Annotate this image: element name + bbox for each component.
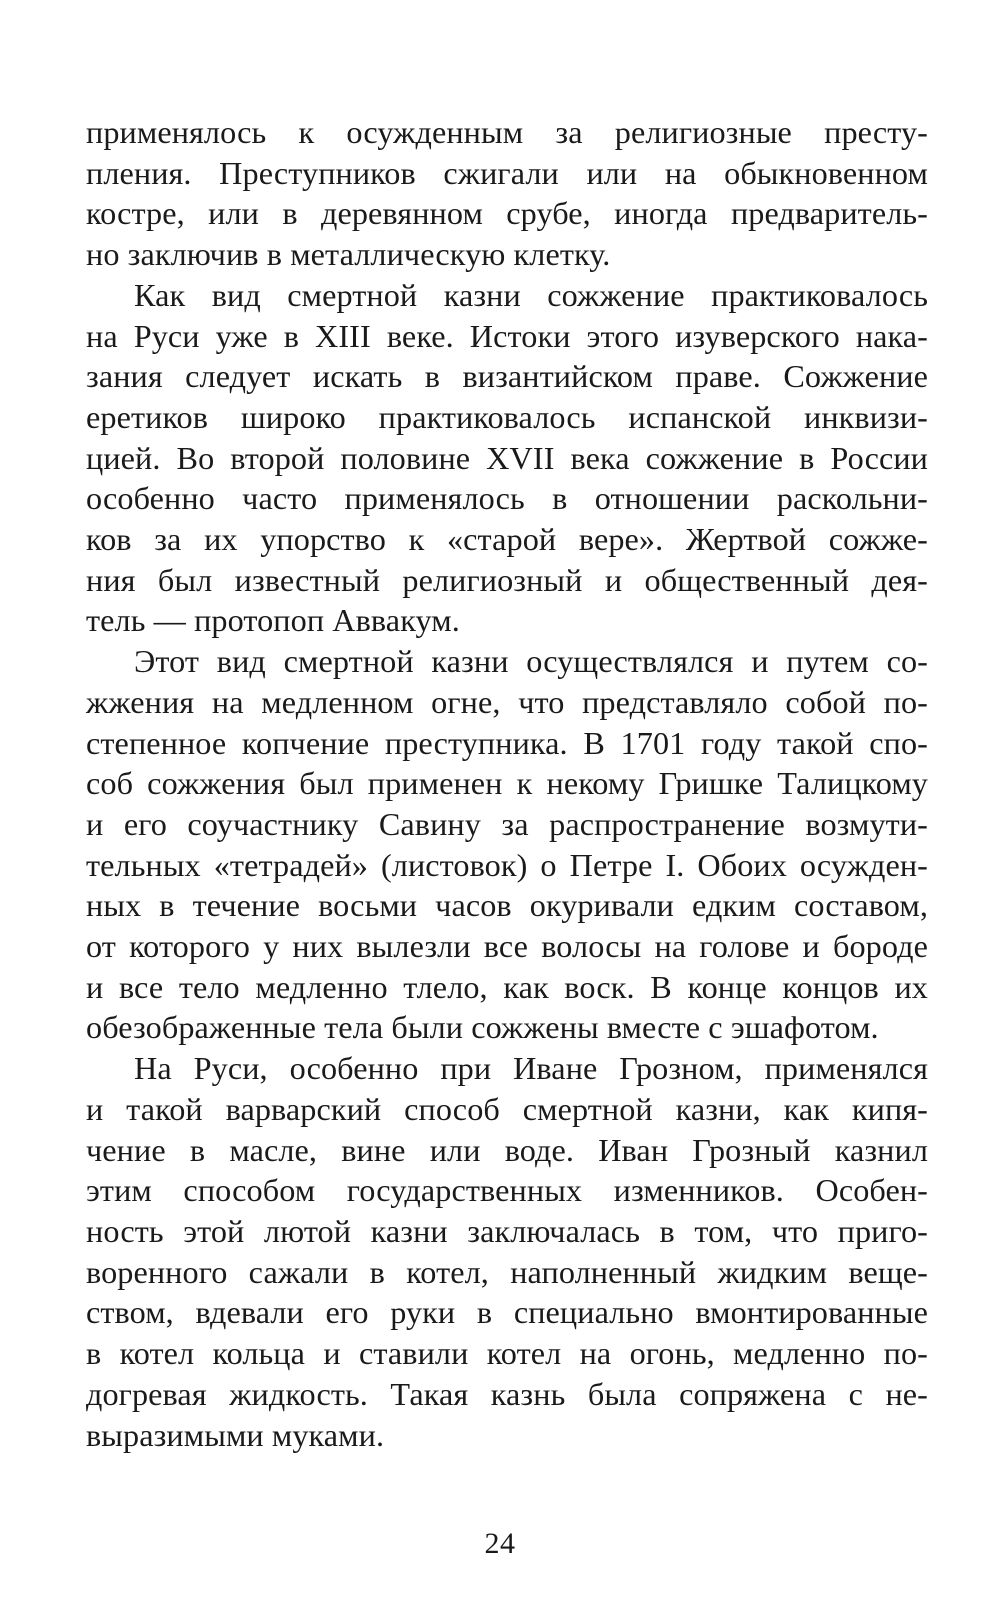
text-line: соб сожжения был применен к некому Гришке Талицкому xyxy=(86,765,928,802)
text-line: степенное копчение преступника. В 1701 году такой спо- xyxy=(86,724,928,761)
text-line: На Руси, особенно при Иване Грозном, применялся xyxy=(134,1050,928,1087)
text-line: воренного сажали в котел, наполненный жидким веще- xyxy=(86,1253,928,1290)
text-line: чение в масле, вине или воде. Иван Грозный казнил xyxy=(86,1131,928,1168)
text-line: применялось к осужденным за религиозные престу- xyxy=(86,114,928,150)
paragraph-3 xyxy=(86,641,928,1048)
paragraph-1 xyxy=(86,112,928,275)
text-line: еретиков широко практиковалось испанской инквизи- xyxy=(86,398,928,435)
text-line: в котел кольца и ставили котел на огонь, медленно по- xyxy=(86,1335,928,1372)
text-line: ность этой лютой казни заключалась в том, что приго- xyxy=(86,1212,928,1249)
text-line: костре, или в деревянном срубе, иногда предваритель- xyxy=(86,195,928,232)
text-line: зания следует искать в византийском праве. Сожжение xyxy=(86,358,928,395)
text-line: ков за их упорство к «старой вере». Жертвой сожже- xyxy=(86,521,928,558)
text-line: обезображенные тела были сожжены вместе с эшафотом. xyxy=(86,1009,879,1046)
text-line: Этот вид смертной казни осуществлялся и путем со- xyxy=(134,643,928,680)
page-body xyxy=(86,112,928,1455)
paragraph-2 xyxy=(86,275,928,641)
text-line: тельных «тетрадей» (листовок) о Петре I. Обоих осужден- xyxy=(86,846,928,883)
text-line: на Руси уже в XIII веке. Истоки этого изуверского нака- xyxy=(86,317,928,354)
text-line: от которого у них вылезли все волосы на голове и бороде xyxy=(86,928,928,965)
text-line: Как вид смертной казни сожжение практиковалось xyxy=(134,276,928,313)
text-line: и его соучастнику Савину за распространение возмути- xyxy=(86,805,928,842)
text-line: догревая жидкость. Такая казнь была сопряжена с не- xyxy=(86,1375,928,1412)
text-line: и все тело медленно тлело, как воск. В конце концов их xyxy=(86,968,928,1005)
paragraph-4 xyxy=(86,1048,928,1455)
text-line: цией. Во второй половине XVII века сожжение в России xyxy=(86,439,928,476)
text-line: ством, вдевали его руки в специально вмонтированные xyxy=(86,1294,928,1331)
text-line: особенно часто применялось в отношении раскольни- xyxy=(86,480,928,517)
text-line: выразимыми муками. xyxy=(86,1416,385,1453)
text-line: ных в течение восьми часов окуривали едким составом, xyxy=(86,887,928,924)
text-line: ния был известный религиозный и общественный дея- xyxy=(86,561,928,598)
text-line: и такой варварский способ смертной казни, как кипя- xyxy=(86,1090,928,1127)
text-line: пления. Преступников сжигали или на обыкновенном xyxy=(86,154,928,191)
text-line: но заключив в металлическую клетку. xyxy=(86,236,611,273)
page-number: 24 xyxy=(484,1527,516,1560)
text-line: жжения на медленном огне, что представляло собой по- xyxy=(86,683,928,720)
text-line: тель — протопоп Аввакум. xyxy=(86,602,460,639)
text-line: этим способом государственных изменников. Особен- xyxy=(86,1172,928,1209)
